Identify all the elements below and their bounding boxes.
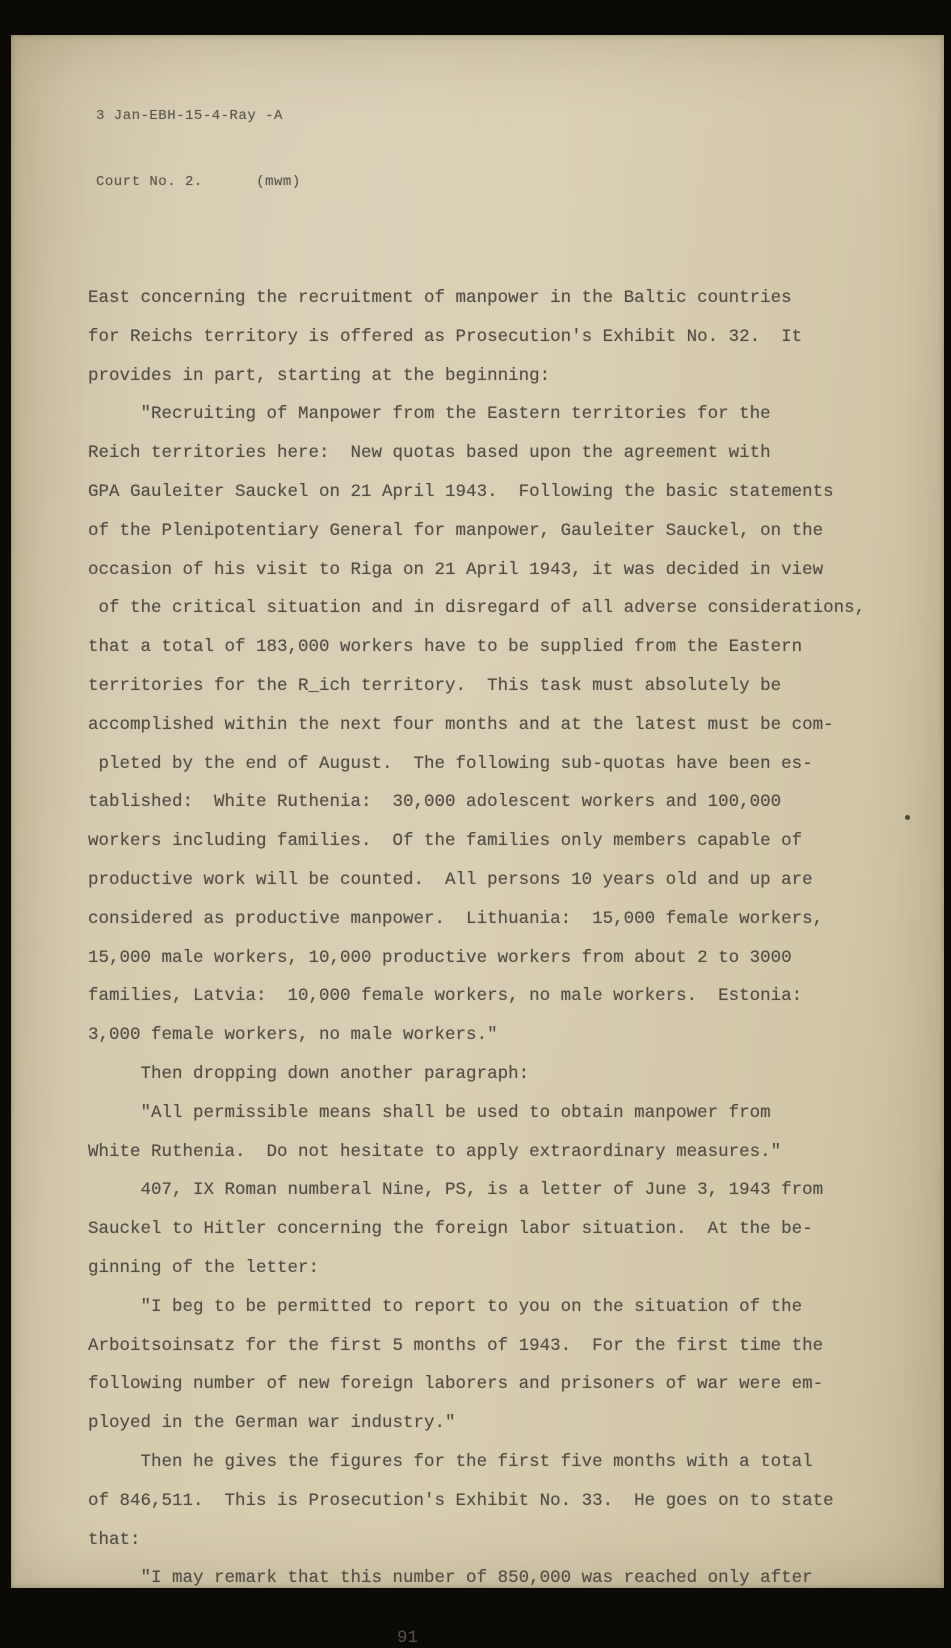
text-line: provides in part, starting at the beginning: — [88, 365, 551, 386]
text-line: families, Latvia: 10,000 female workers, no male workers. Estonia: — [88, 986, 803, 1007]
text-line: Arboitsoinsatz for the first 5 months of 1943. For the first time the — [88, 1335, 824, 1356]
text-line: tablished: White Ruthenia: 30,000 adolescent workers and 100,000 — [88, 792, 782, 813]
document-header — [11, 35, 944, 237]
text-line: productive work will be counted. All persons 10 years old and up are — [88, 869, 813, 890]
ink-speck — [905, 815, 910, 820]
text-line: occasion of his visit to Riga on 21 April 1943, it was decided in view — [88, 559, 824, 580]
text-line: 3,000 female workers, no male workers." — [88, 1025, 498, 1046]
text-line: considered as productive manpower. Lithuania: 15,000 female workers, — [88, 908, 824, 929]
document-page — [11, 35, 944, 1648]
text-line: workers including families. Of the families only members capable of — [88, 831, 803, 852]
text-line: of 846,511. This is Prosecution's Exhibit No. 33. He goes on to state — [88, 1490, 834, 1511]
text-line: White Ruthenia. Do not hesitate to apply extraordinary measures." — [88, 1141, 782, 1162]
header-line-1: 3 Jan-EBH-15-4-Ray -A — [96, 108, 283, 124]
document-body — [11, 279, 944, 1598]
text-line: "Recruiting of Manpower from the Eastern territories for the — [88, 404, 771, 425]
text-line: East concerning the recruitment of manpower in the Baltic countries — [88, 288, 792, 308]
text-line: accomplished within the next four months and at the latest must be com- — [88, 714, 834, 735]
text-line: of the Plenipotentiary General for manpower, Gauleiter Sauckel, on the — [88, 520, 824, 541]
text-line: territories for the R_ich territory. This task must absolutely be — [88, 675, 782, 696]
text-line: "All permissible means shall be used to obtain manpower from — [88, 1102, 771, 1123]
text-line: ginning of the letter: — [88, 1257, 320, 1278]
header-line-2: Court No. 2. (mwm) — [96, 174, 301, 190]
text-line: GPA Gauleiter Sauckel on 21 April 1943. Following the basic statements — [88, 481, 834, 502]
text-line: Then he gives the figures for the first five months with a total — [88, 1451, 813, 1472]
page-number: 91 — [397, 1628, 419, 1648]
text-line: for Reichs territory is offered as Prosecution's Exhibit No. 32. It — [88, 326, 803, 347]
text-line: of the critical situation and in disregard of all adverse considerations, — [88, 598, 866, 619]
text-line: "I may remark that this number of 850,000 was reached only after — [88, 1568, 813, 1589]
text-line: pleted by the end of August. The following sub-quotas have been es- — [88, 753, 813, 774]
text-line: Sauckel to Hitler concerning the foreign labor situation. At the be- — [88, 1219, 813, 1240]
text-line: Reich territories here: New quotas based upon the agreement with — [88, 443, 771, 464]
text-line: "I beg to be permitted to report to you on the situation of the — [88, 1296, 803, 1317]
text-line: following number of new foreign laborers and prisoners of war were em- — [88, 1374, 824, 1395]
text-line: 15,000 male workers, 10,000 productive workers from about 2 to 3000 — [88, 947, 792, 968]
text-line: ployed in the German war industry." — [88, 1413, 456, 1434]
text-line: that a total of 183,000 workers have to be supplied from the Eastern — [88, 637, 803, 658]
text-line: that: — [88, 1529, 141, 1550]
text-line: 407, IX Roman numberal Nine, PS, is a letter of June 3, 1943 from — [88, 1180, 824, 1201]
text-line: Then dropping down another paragraph: — [88, 1063, 530, 1084]
